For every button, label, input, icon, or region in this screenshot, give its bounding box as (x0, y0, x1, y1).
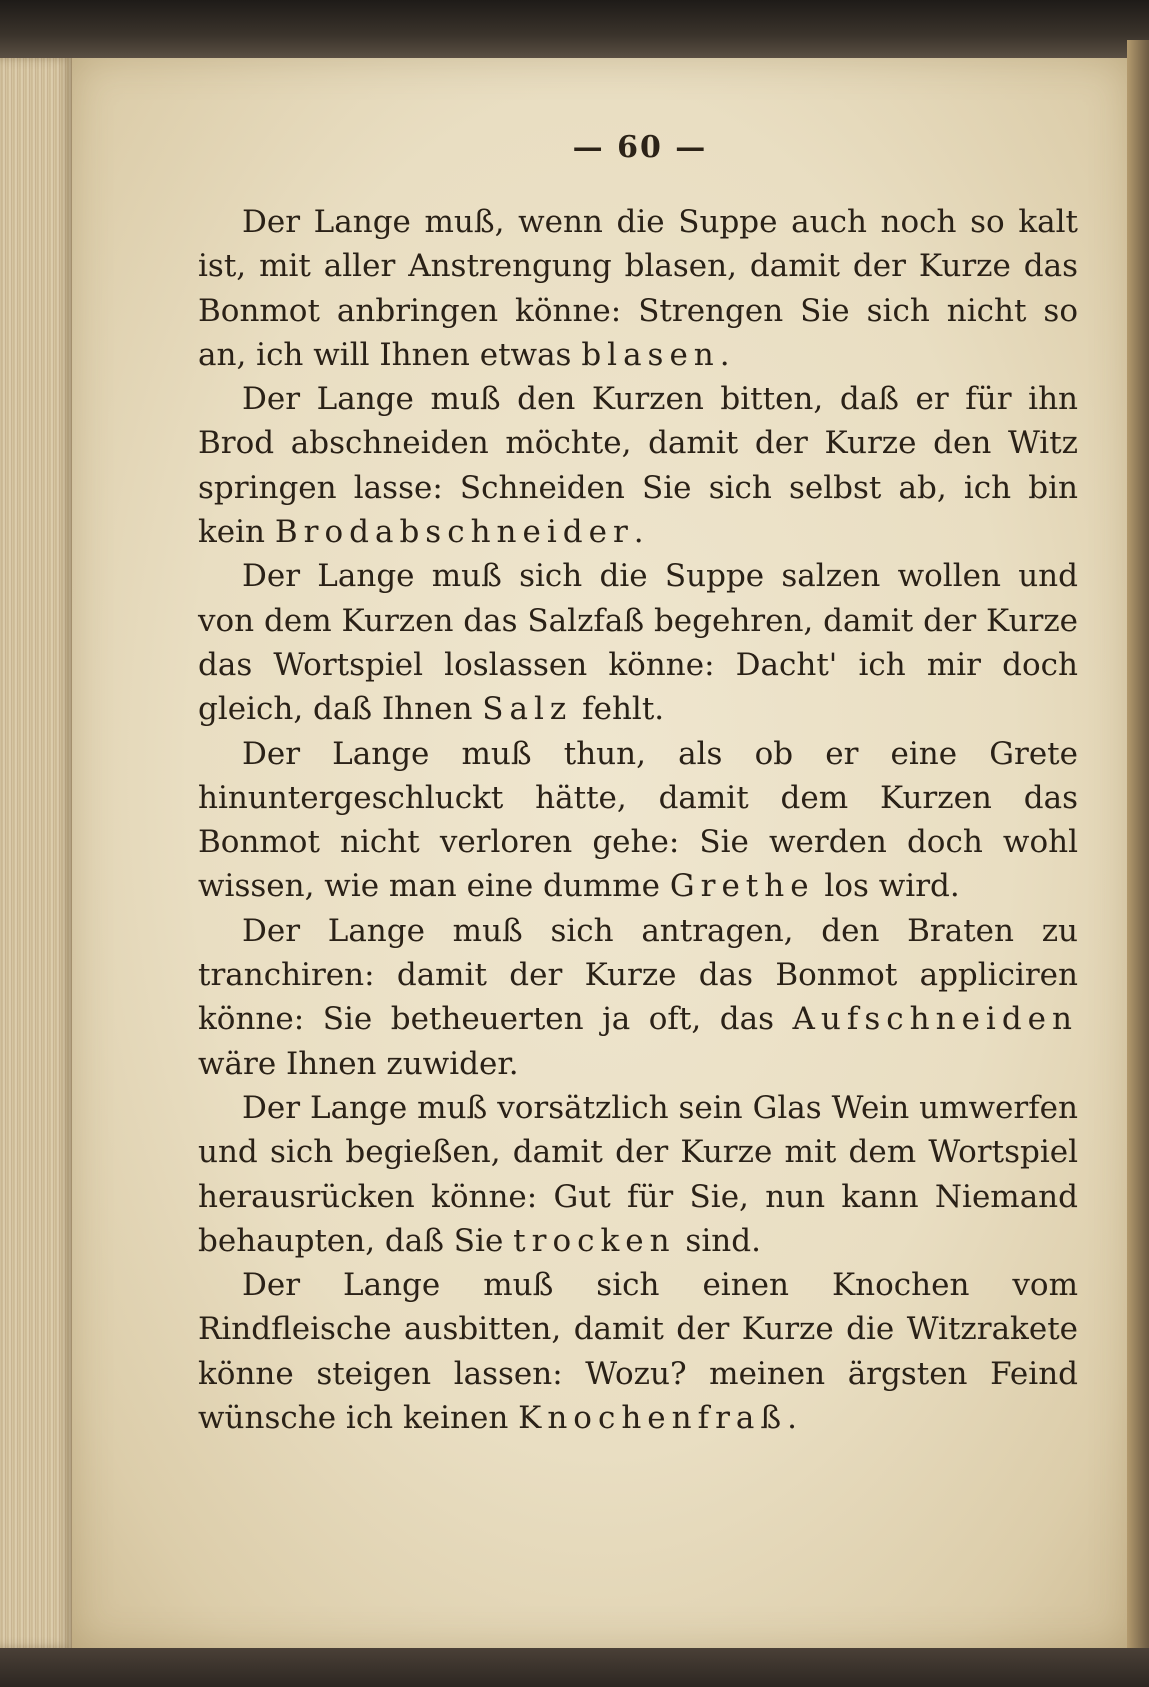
paragraph-text: fehlt. (572, 691, 665, 728)
paragraph-text: . (719, 336, 730, 373)
paragraph-text: Der Lange muß thun, als ob er eine Grete hinuntergeschluckt hätte, damit dem Kurzen das Bonmot nicht verloren gehe: Sie werden doch wohl wissen, wie man eine dumme (198, 735, 1078, 905)
emphasized-word: Grethe (669, 868, 815, 905)
emphasized-word: Knochenfraß (518, 1400, 788, 1437)
book-cover-top-edge (0, 0, 1149, 58)
paragraph-text: Der Lange muß sich die Suppe salzen wollen und von dem Kurzen das Salzfaß begehren, damit der Kurze das Wortspiel loslassen könne: Dacht' ich mir doch gleich, daß Ihnen (198, 558, 1078, 728)
paragraph (198, 1086, 1078, 1263)
paragraph-text: sind. (675, 1222, 761, 1259)
emphasized-word: Brodabschneider (274, 514, 634, 551)
paragraph (198, 377, 1078, 554)
emphasized-word: Salz (482, 691, 573, 728)
emphasized-word: trocken (513, 1222, 676, 1259)
emphasized-word: blasen (581, 336, 720, 373)
paragraph-text: Der Lange muß vorsätzlich sein Glas Wein umwerfen und sich begießen, damit der Kurze mit dem Wortspiel herausrücken könne: Gut für Sie, nun kann Niemand behaupten, daß Sie (198, 1089, 1078, 1259)
paragraph-text: Der Lange muß sich einen Knochen vom Rindfleische ausbitten, damit der Kurze die Witzrakete könne steigen lassen: Wozu? meinen ärgsten Feind wünsche ich keinen (198, 1267, 1078, 1437)
paragraph-text: wäre Ihnen zuwider. (198, 1045, 519, 1082)
paragraph-text: . (633, 514, 644, 551)
paragraph-text: Der Lange muß den Kurzen bitten, daß er für ihn Brod abschneiden möchte, damit der Kurze den Witz springen lasse: Schneiden Sie sich selbst ab, ich bin kein (198, 381, 1078, 551)
emphasized-word: Aufschneiden (792, 1001, 1078, 1038)
body-text (198, 200, 1078, 1440)
paragraph-text: . (787, 1400, 797, 1437)
page-edges-left (0, 58, 72, 1648)
book-cover-bottom-edge (0, 1648, 1149, 1687)
paragraph (198, 732, 1078, 909)
paragraph (198, 1263, 1078, 1440)
paragraph (198, 909, 1078, 1086)
paragraph-text: los wird. (814, 868, 960, 905)
paragraph-text: Der Lange muß sich antragen, den Braten zu tranchiren: damit der Kurze das Bonmot appliciren könne: Sie betheuerten ja oft, das (198, 912, 1078, 1038)
paragraph-text: Der Lange muß, wenn die Suppe auch noch so kalt ist, mit aller Anstrengung blasen, damit der Kurze das Bonmot anbringen könne: Strengen Sie sich nicht so an, ich will Ihnen etwas (198, 204, 1078, 373)
paragraph (198, 200, 1078, 377)
page-number: — 60 — (572, 130, 708, 165)
book-spine-edge (1127, 40, 1149, 1650)
paragraph (198, 554, 1078, 731)
